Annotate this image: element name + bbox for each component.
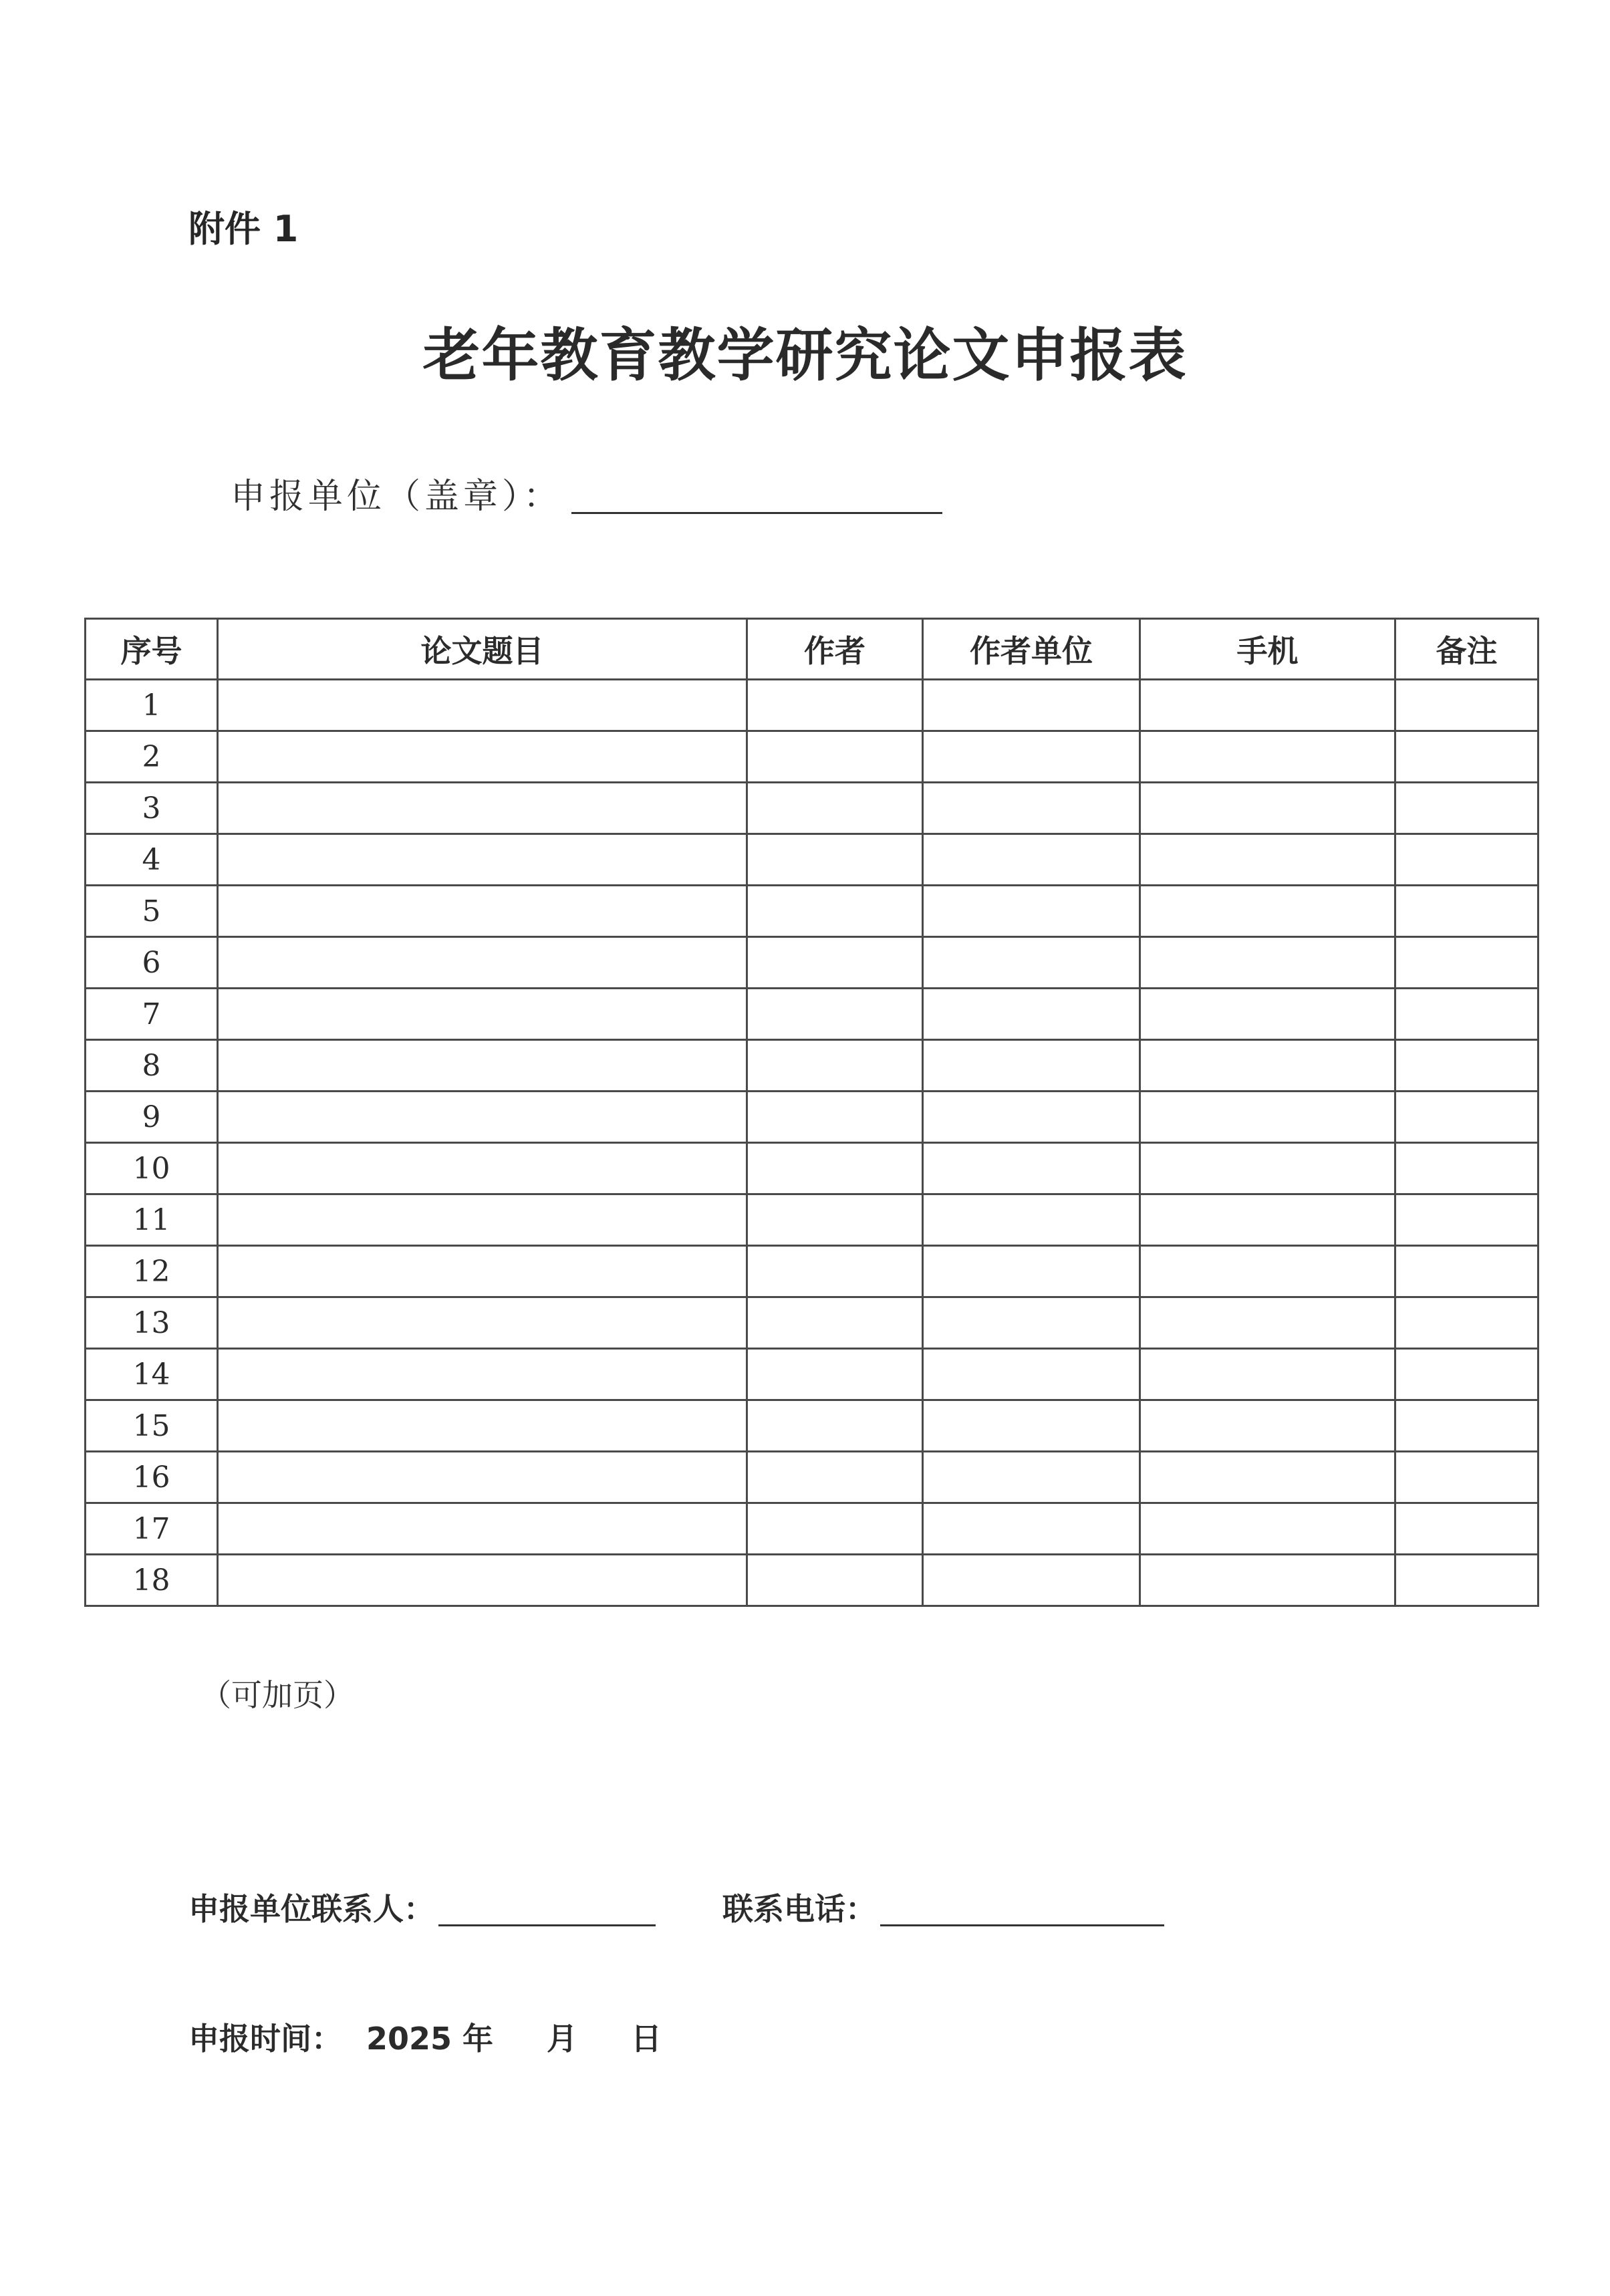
author-cell[interactable]: [747, 680, 923, 731]
paper-title-cell[interactable]: [218, 1246, 747, 1297]
mobile-cell[interactable]: [1140, 834, 1395, 886]
paper-title-cell[interactable]: [218, 1143, 747, 1194]
paper-title-cell[interactable]: [218, 886, 747, 937]
column-header-remarks: 备注: [1395, 619, 1538, 680]
row-number: 18: [86, 1555, 218, 1606]
table-row: [86, 989, 1538, 1040]
paper-title-cell[interactable]: [218, 1555, 747, 1606]
mobile-cell[interactable]: [1140, 989, 1395, 1040]
author-unit-cell[interactable]: [923, 783, 1140, 834]
mobile-cell[interactable]: [1140, 1297, 1395, 1349]
row-number: 10: [86, 1143, 218, 1194]
contact-person-field[interactable]: [438, 1924, 656, 1926]
column-header-number: 序号: [86, 619, 218, 680]
author-unit-cell[interactable]: [923, 1092, 1140, 1143]
date-day: 日: [631, 2021, 662, 2057]
paper-title-cell[interactable]: [218, 1092, 747, 1143]
table-row: [86, 1400, 1538, 1452]
mobile-cell[interactable]: [1140, 886, 1395, 937]
paper-title-cell[interactable]: [218, 731, 747, 783]
row-number: 8: [86, 1040, 218, 1092]
row-number: 3: [86, 783, 218, 834]
author-cell[interactable]: [747, 1349, 923, 1400]
row-number: 15: [86, 1400, 218, 1452]
column-header-author: 作者: [747, 619, 923, 680]
remarks-cell[interactable]: [1395, 937, 1538, 989]
remarks-cell[interactable]: [1395, 886, 1538, 937]
author-unit-cell[interactable]: [923, 1452, 1140, 1503]
mobile-cell[interactable]: [1140, 1503, 1395, 1555]
table-row: [86, 731, 1538, 783]
remarks-cell[interactable]: [1395, 1297, 1538, 1349]
row-number: 13: [86, 1297, 218, 1349]
author-cell[interactable]: [747, 783, 923, 834]
author-cell[interactable]: [747, 1194, 923, 1246]
paper-title-cell[interactable]: [218, 1503, 747, 1555]
table-row: [86, 1143, 1538, 1194]
add-pages-note: （可加页）: [200, 1677, 354, 1713]
paper-title-cell[interactable]: [218, 680, 747, 731]
author-cell[interactable]: [747, 937, 923, 989]
row-number: 4: [86, 834, 218, 886]
remarks-cell[interactable]: [1395, 680, 1538, 731]
mobile-cell[interactable]: [1140, 731, 1395, 783]
author-unit-cell[interactable]: [923, 1143, 1140, 1194]
contact-person-label: 申报单位联系人：: [188, 1891, 434, 1927]
applicant-unit-field[interactable]: [571, 512, 942, 514]
table-row: [86, 1503, 1538, 1555]
mobile-cell[interactable]: [1140, 1246, 1395, 1297]
table-row: [86, 680, 1538, 731]
mobile-cell[interactable]: [1140, 1400, 1395, 1452]
column-header-author-unit: 作者单位: [923, 619, 1140, 680]
table-row: [86, 1040, 1538, 1092]
page-title: 老年教育教学研究论文申报表: [422, 322, 1188, 389]
table-row: [86, 1246, 1538, 1297]
paper-title-cell[interactable]: [218, 1349, 747, 1400]
mobile-cell[interactable]: [1140, 680, 1395, 731]
author-unit-cell[interactable]: [923, 1194, 1140, 1246]
author-cell[interactable]: [747, 1297, 923, 1349]
author-cell[interactable]: [747, 1400, 923, 1452]
author-cell[interactable]: [747, 1503, 923, 1555]
row-number: 2: [86, 731, 218, 783]
author-cell[interactable]: [747, 1040, 923, 1092]
author-unit-cell[interactable]: [923, 1349, 1140, 1400]
mobile-cell[interactable]: [1140, 1143, 1395, 1194]
remarks-cell[interactable]: [1395, 1555, 1538, 1606]
author-unit-cell[interactable]: [923, 731, 1140, 783]
phone-field[interactable]: [880, 1924, 1164, 1926]
table-row: [86, 834, 1538, 886]
table-row: [86, 1092, 1538, 1143]
remarks-cell[interactable]: [1395, 834, 1538, 886]
row-number: 16: [86, 1452, 218, 1503]
author-unit-cell[interactable]: [923, 1040, 1140, 1092]
date-row: [188, 2015, 662, 2059]
row-number: 6: [86, 937, 218, 989]
date-label: 申报时间：: [188, 2021, 342, 2057]
table-row: [86, 886, 1538, 937]
table-row: [86, 1452, 1538, 1503]
author-cell[interactable]: [747, 1452, 923, 1503]
author-cell[interactable]: [747, 1143, 923, 1194]
row-number: 5: [86, 886, 218, 937]
table-row: [86, 1297, 1538, 1349]
mobile-cell[interactable]: [1140, 1040, 1395, 1092]
row-number: 12: [86, 1246, 218, 1297]
author-unit-cell[interactable]: [923, 1503, 1140, 1555]
mobile-cell[interactable]: [1140, 1452, 1395, 1503]
mobile-cell[interactable]: [1140, 937, 1395, 989]
table-row: [86, 1555, 1538, 1606]
author-unit-cell[interactable]: [923, 1555, 1140, 1606]
row-number: 9: [86, 1092, 218, 1143]
remarks-cell[interactable]: [1395, 1194, 1538, 1246]
row-number: 11: [86, 1194, 218, 1246]
mobile-cell[interactable]: [1140, 1349, 1395, 1400]
paper-title-cell[interactable]: [218, 1400, 747, 1452]
author-unit-cell[interactable]: [923, 680, 1140, 731]
paper-title-cell[interactable]: [218, 783, 747, 834]
phone-label: 联系电话：: [722, 1891, 876, 1927]
applicant-unit-row: [231, 468, 942, 518]
table-row: [86, 783, 1538, 834]
remarks-cell[interactable]: [1395, 731, 1538, 783]
paper-title-cell[interactable]: [218, 937, 747, 989]
mobile-cell[interactable]: [1140, 1194, 1395, 1246]
table-row: [86, 1194, 1538, 1246]
author-cell[interactable]: [747, 731, 923, 783]
paper-title-cell[interactable]: [218, 1194, 747, 1246]
author-unit-cell[interactable]: [923, 834, 1140, 886]
applicant-unit-label: 申报单位（盖章）：: [231, 477, 563, 517]
remarks-cell[interactable]: [1395, 1143, 1538, 1194]
author-cell[interactable]: [747, 1092, 923, 1143]
author-cell[interactable]: [747, 989, 923, 1040]
row-number: 14: [86, 1349, 218, 1400]
remarks-cell[interactable]: [1395, 1040, 1538, 1092]
row-number: 1: [86, 680, 218, 731]
author-unit-cell[interactable]: [923, 1297, 1140, 1349]
author-cell[interactable]: [747, 1555, 923, 1606]
remarks-cell[interactable]: [1395, 1349, 1538, 1400]
mobile-cell[interactable]: [1140, 1092, 1395, 1143]
author-unit-cell[interactable]: [923, 886, 1140, 937]
remarks-cell[interactable]: [1395, 1503, 1538, 1555]
contact-row: [188, 1885, 1164, 1929]
attachment-label: 附件 1: [188, 208, 299, 250]
row-number: 7: [86, 989, 218, 1040]
remarks-cell[interactable]: [1395, 1400, 1538, 1452]
paper-list-table: [84, 618, 1539, 1607]
author-cell[interactable]: [747, 834, 923, 886]
author-unit-cell[interactable]: [923, 1246, 1140, 1297]
column-header-paper-title: 论文题目: [218, 619, 747, 680]
paper-title-cell[interactable]: [218, 989, 747, 1040]
author-unit-cell[interactable]: [923, 1400, 1140, 1452]
table-header-row: [86, 619, 1538, 680]
remarks-cell[interactable]: [1395, 1092, 1538, 1143]
date-year: 2025 年: [366, 2021, 494, 2057]
table-row: [86, 937, 1538, 989]
remarks-cell[interactable]: [1395, 1246, 1538, 1297]
row-number: 17: [86, 1503, 218, 1555]
remarks-cell[interactable]: [1395, 989, 1538, 1040]
author-unit-cell[interactable]: [923, 937, 1140, 989]
author-unit-cell[interactable]: [923, 989, 1140, 1040]
mobile-cell[interactable]: [1140, 783, 1395, 834]
paper-title-cell[interactable]: [218, 1040, 747, 1092]
mobile-cell[interactable]: [1140, 1555, 1395, 1606]
column-header-mobile: 手机: [1140, 619, 1395, 680]
paper-title-cell[interactable]: [218, 834, 747, 886]
author-cell[interactable]: [747, 886, 923, 937]
paper-title-cell[interactable]: [218, 1297, 747, 1349]
table-row: [86, 1349, 1538, 1400]
remarks-cell[interactable]: [1395, 783, 1538, 834]
remarks-cell[interactable]: [1395, 1452, 1538, 1503]
paper-title-cell[interactable]: [218, 1452, 747, 1503]
author-cell[interactable]: [747, 1246, 923, 1297]
date-month: 月: [547, 2021, 578, 2057]
